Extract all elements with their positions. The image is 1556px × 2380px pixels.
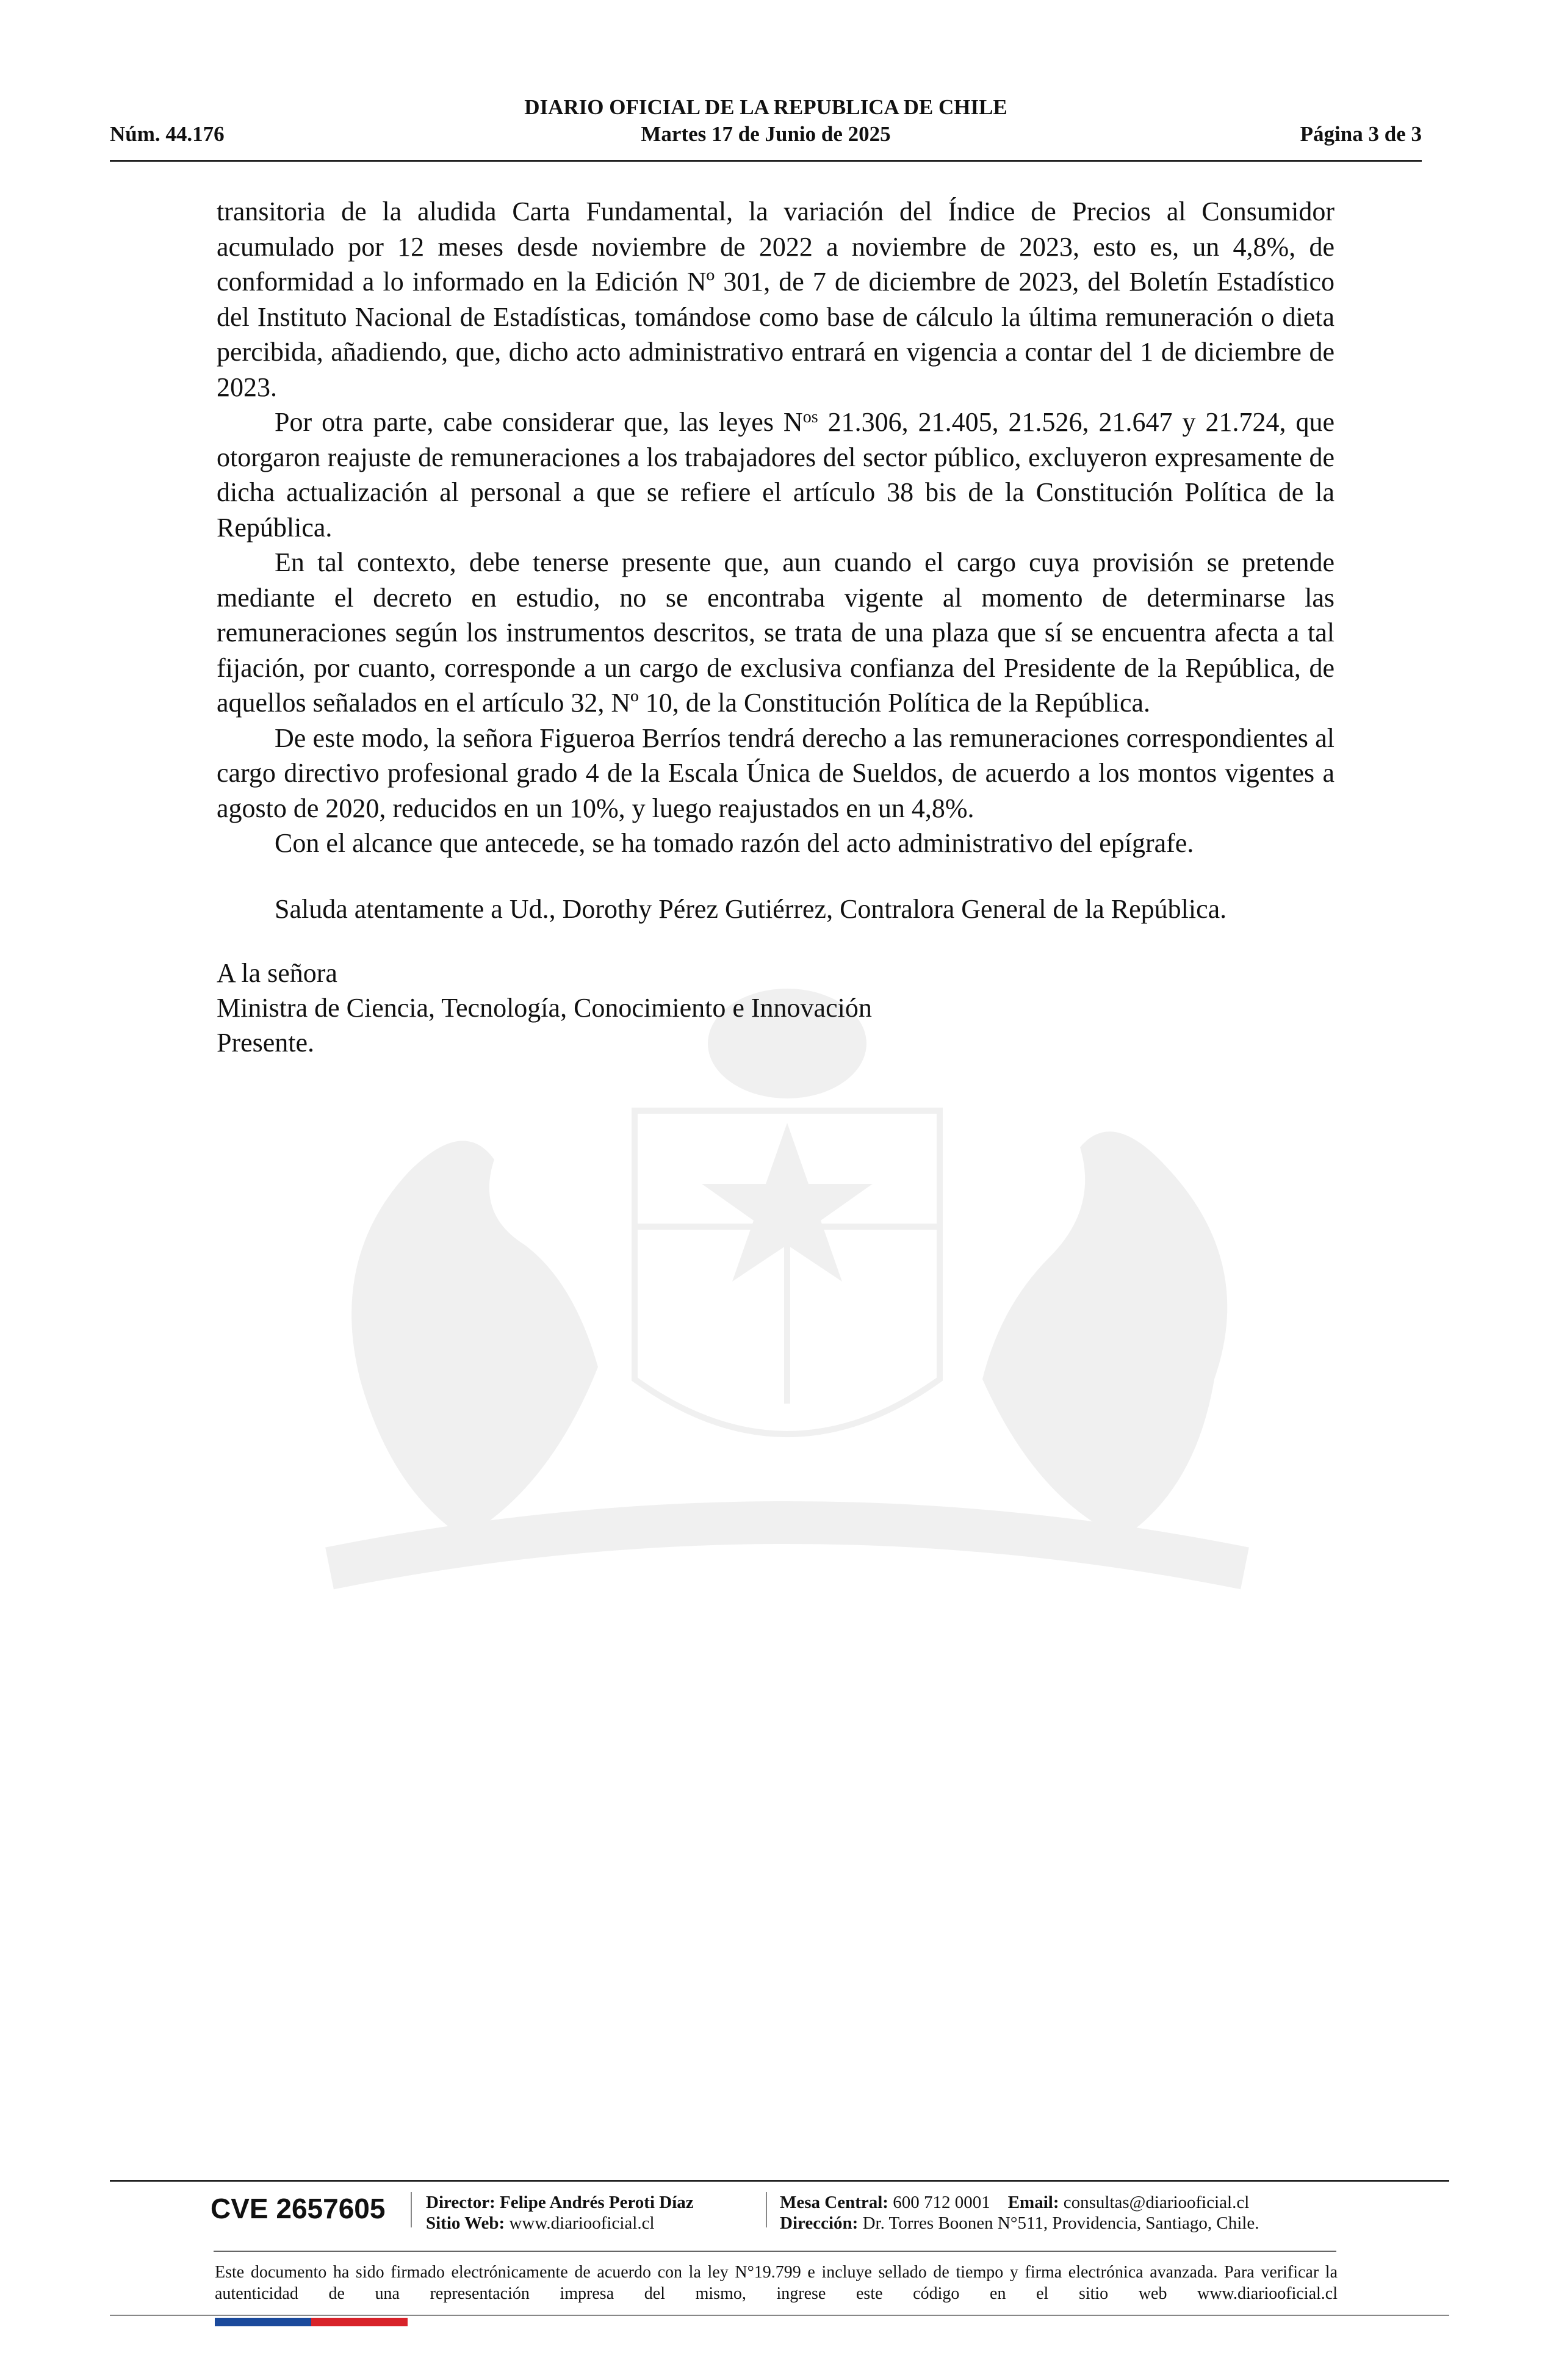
page-number: Página 3 de 3 [1300,122,1422,146]
page-header [110,93,1422,162]
footer-divider [214,2251,1336,2252]
paragraph: Con el alcance que antecede, se ha tomado razón del acto administrativo del epígrafe. [275,828,1194,858]
phone-number: 600 712 0001 [893,2193,990,2212]
issue-number: Núm. 44.176 [110,122,225,146]
paragraph-text: 21.306, 21.405, 21.526, 21.647 y 21.724, que otorgaron reajuste de remuneraciones a los trabajadores del sector público, excluyeron expresamente de dicha actualización al personal a que se refiere el artículo 38 bis de la Constitución Política de la República. [217,407,1335,543]
address: Dr. Torres Boonen N°511, Providencia, Santiago, Chile. [862,2213,1259,2233]
addressee-block [217,956,1334,1060]
paragraph: transitoria de la aludida Carta Fundamental, la variación del Índice de Precios al Consumidor acumulado por 12 meses desde noviembre de 2022 a noviembre de 2023, esto es, un 4,8%, de conformidad a lo informado en la Edición Nº 301, de 7 de diciembre de 2023, del Boletín Estadístico del Instituto Nacional de Estadísticas, tomándose como base de cálculo la última remuneración o dieta percibida, añadiendo, que, dicho acto administrativo entrará en vigencia a contar del 1 de diciembre de 2023. [217,197,1334,402]
paragraph: En tal contexto, debe tenerse presente que, aun cuando el cargo cuya provisión se pretende mediante el decreto en estudio, no se encontraba vigente al momento de determinarse las remuneraciones según los instrumentos descritos, se trata de una plaza que sí se encuentra afecta a tal fijación, por cuanto, corresponde a un cargo de exclusiva confianza del Presidente de la República, de aquellos señalados en el artículo 32, Nº 10, de la Constitución Política de la República. [217,547,1334,718]
flag-stripe [215,2318,408,2326]
web-label: Sitio Web: [426,2213,505,2233]
footer-separator [766,2192,767,2227]
paragraph-text: Por otra parte, cabe considerar que, las leyes N [275,407,803,437]
phone-label: Mesa Central: [780,2193,888,2212]
paragraph: De este modo, la señora Figueroa Berríos tendrá derecho a las remuneraciones correspondientes al cargo directivo profesional grado 4 de la Escala Única de Sueldos, de acuerdo a los montos vigentes a agosto de 2020, reducidos en un 10%, y luego reajustados en un 4,8%. [217,723,1334,823]
flag-blue [215,2318,311,2326]
footer-editor-info [426,2192,694,2234]
director-label: Director: [426,2193,495,2212]
addressee-line: Presente. [217,1028,315,1058]
publication-title: DIARIO OFICIAL DE LA REPUBLICA DE CHILE [524,95,1007,119]
superscript: os [802,408,818,427]
address-label: Dirección: [780,2213,859,2233]
legal-notice: Este documento ha sido firmado electrónicamente de acuerdo con la ley N°19.799 e incluye sellado de tiempo y firma electrónica avanzada. Para verificar la autenticidad de una representación impresa del mismo, ingrese este código en el sitio web www.diariooficial.cl [215,2263,1338,2303]
flag-red [311,2318,408,2326]
footer-divider [110,2180,1449,2182]
email-link[interactable]: consultas@diariooficial.cl [1063,2193,1250,2212]
document-body [217,194,1334,1060]
footer-divider [110,2315,1449,2316]
addressee-line: Ministra de Ciencia, Tecnología, Conocimiento e Innovación [217,993,872,1023]
director-name: Felipe Andrés Peroti Díaz [500,2193,694,2212]
footer-separator [411,2192,412,2227]
email-label: Email: [1007,2193,1059,2212]
cve-code: CVE 2657605 [211,2193,386,2224]
addressee-line: A la señora [217,958,337,988]
closing-line: Saluda atentamente a Ud., Dorothy Pérez Gutiérrez, Contralora General de la República. [275,893,1227,924]
issue-date: Martes 17 de Junio de 2025 [641,122,891,146]
footer-contact-info [780,2192,1259,2234]
web-link[interactable]: www.diariooficial.cl [509,2213,655,2233]
paragraph [217,405,1334,545]
